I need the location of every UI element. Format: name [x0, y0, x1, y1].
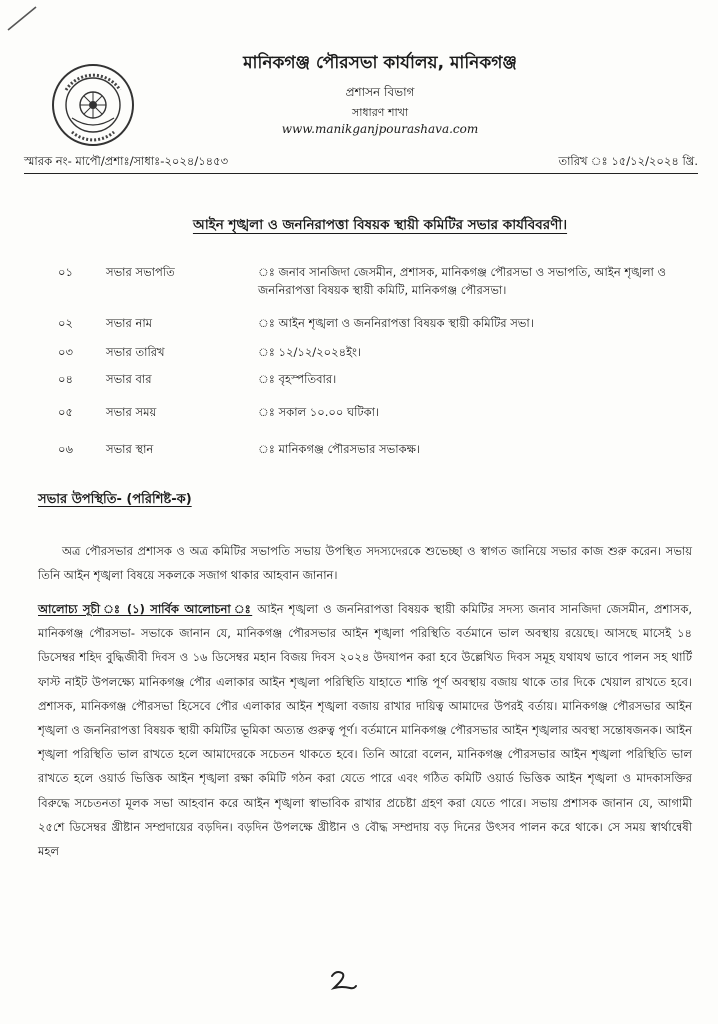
- opening-paragraph: অত্র পৌরসভার প্রশাসক ও অত্র কমিটির সভাপতি সভায় উপস্থিত সদস্যদেরকে শুভেচ্ছা ও স্বাগত জানিয়ে সভার কাজ শুরু করেন। সভায় তিনি আইন শৃঙ্খলা বিষয়ে সকলকে সজাগ থাকার আহবান জানান।: [38, 544, 692, 583]
- info-value: ঃ আইন শৃঙ্খলা ও জননিরাপত্তা বিষয়ক স্থায়ী কমিটির সভা।: [258, 316, 534, 330]
- info-serial: ০৬: [58, 442, 73, 456]
- info-label: সভার স্থান: [106, 442, 154, 456]
- pen-stroke-mark: [6, 4, 46, 34]
- info-serial: ০৪: [58, 372, 73, 386]
- section-name: সাধারণ শাখা: [351, 106, 409, 119]
- agenda-text: আইন শৃঙ্খলা ও জননিরাপত্তা বিষয়ক স্থায়ী কমিটির সদস্য জনাব সানজিদা জেসমীন, প্রশাসক, মানিকগঞ্জ পৌরসভা- সভাকে জানান যে, মানিকগঞ্জ পৌরসভার আইন শৃঙ্খলা পরিস্থিতি বর্তমানে ভাল অবস্থায় রয়েছে। আসছে মাসেই ১৪ ডিসেম্বর শহিদ বুদ্ধিজীবী দিবস ও ১৬ ডিসেম্বর মহান বিজয় দিবস ২০২৪ উদযাপন করা হবে উল্লেখিত দিবস সমূহ যথাযথ ভাবে পালন সহ থার্টি ফাস্ট নাইট উপলক্ষ্যে মানিকগঞ্জ পৌর এলাকার আইন শৃঙ্খলা পরিস্থিতি যাহাতে শান্তি পূর্ণ অবস্থায় বজায় থাকে তার দিকে খেয়াল রাখতে হবে। প্রশাসক, মানিকগঞ্জ পৌরসভা হিসেবে পৌর এলাকার আইন শৃঙ্খলা বজায় রাখার দায়িত্ব আমাদের উপরই বর্তায়। মানিকগঞ্জ পৌরসভার আইন শৃঙ্খলা ও জননিরাপত্তা বিষয়ক স্থায়ী কমিটির ভূমিকা অত্যন্ত গুরুত্ব পূর্ণ। বর্তমানে মানিকগঞ্জ পৌরসভার আইন শৃঙ্খলার অবস্থা সন্তোষজনক। আইন শৃঙ্খলা পরিস্থিতি ভাল রাখতে হলে আমাদেরকে সচেতন থাকতে হবে। তিনি আরো বলেন, মানিকগঞ্জ পৌরসভার আইন শৃঙ্খলা পরিস্থিতি ভাল রাখতে হলে ওয়ার্ড ভিত্তিক আইন শৃঙ্খলা রক্ষা কমিটি গঠন করা যেতে পারে এবং গঠিত কমিটি ওয়ার্ড ভিত্তিক আইন শৃঙ্খলা ও মাদকাসক্তির বিরুদ্ধে সচেতনতা মূলক সভা আহবান করে আইন শৃঙ্খলা স্বাভাবিক রাখার প্রচেষ্টা গ্রহণ করা যেতে পারে। সভায় প্রশাসক জানান যে, আগামী ২৫শে ডিসেম্বর খ্রীষ্টান সম্প্রদায়ের বড়দিন। বড়দিন উপলক্ষে খ্রীষ্টান ও বৌদ্ধ সম্প্রদায় বড় দিনের উৎসব পালন করে থাকে। সে সময় স্বার্থান্বেষী মহল: [38, 602, 693, 859]
- info-label: সভার নাম: [106, 316, 153, 330]
- info-value: ঃ সকাল ১০.০০ ঘটিকা।: [258, 405, 380, 419]
- info-serial: ০৫: [58, 405, 73, 419]
- info-value: ঃ ১২/১২/২০২৪ইং।: [258, 345, 362, 359]
- office-title: মানিকগঞ্জ পৌরসভা কার্যালয়, মানিকগঞ্জ: [243, 53, 517, 73]
- memo-number: স্মারক নং- মাপৌ/প্রশাঃ/সাধাঃ-২০২৪/১৪৫৩: [24, 154, 229, 168]
- info-value: ঃ বৃহস্পতিবার।: [258, 372, 337, 386]
- info-serial: ০২: [58, 316, 73, 330]
- info-value: ঃ জনাব সানজিদা জেসমীন, প্রশাসক, মানিকগঞ্জ পৌরসভা ও সভাপতি, আইন শৃঙ্খলা ও জননিরাপত্তা বিষয়ক স্থায়ী কমিটি, মানিকগঞ্জ পৌরসভা।: [258, 265, 666, 297]
- agenda-paragraph: [38, 597, 692, 863]
- header-divider: [24, 173, 698, 174]
- info-label: সভার সভাপতি: [106, 265, 175, 279]
- document-title: আইন শৃঙ্খলা ও জননিরাপত্তা বিষয়ক স্থায়ী কমিটির সভার কার্যবিবরণী।: [192, 217, 568, 233]
- attendance-heading: সভার উপস্থিতি- (পরিশিষ্ট-ক): [38, 492, 192, 507]
- info-label: সভার বার: [106, 372, 152, 386]
- info-serial: ০৩: [58, 345, 73, 359]
- department-name: প্রশাসন বিভাগ: [345, 85, 415, 99]
- memo-date: তারিখ ঃ ১৫/১২/২০২৪ খ্রি.: [558, 154, 698, 168]
- info-label: সভার তারিখ: [106, 345, 165, 359]
- handwritten-page-number: [326, 968, 360, 994]
- municipality-seal-icon: [50, 62, 136, 148]
- info-value: ঃ মানিকগঞ্জ পৌরসভার সভাকক্ষ।: [258, 442, 421, 456]
- info-serial: ০১: [58, 265, 73, 279]
- agenda-label: আলোচ্য সূচী ঃ (১) সার্বিক আলোচনা ঃ: [38, 602, 253, 616]
- info-label: সভার সময়: [106, 405, 157, 419]
- website-link[interactable]: www.manikganjpourashava.com: [281, 122, 479, 136]
